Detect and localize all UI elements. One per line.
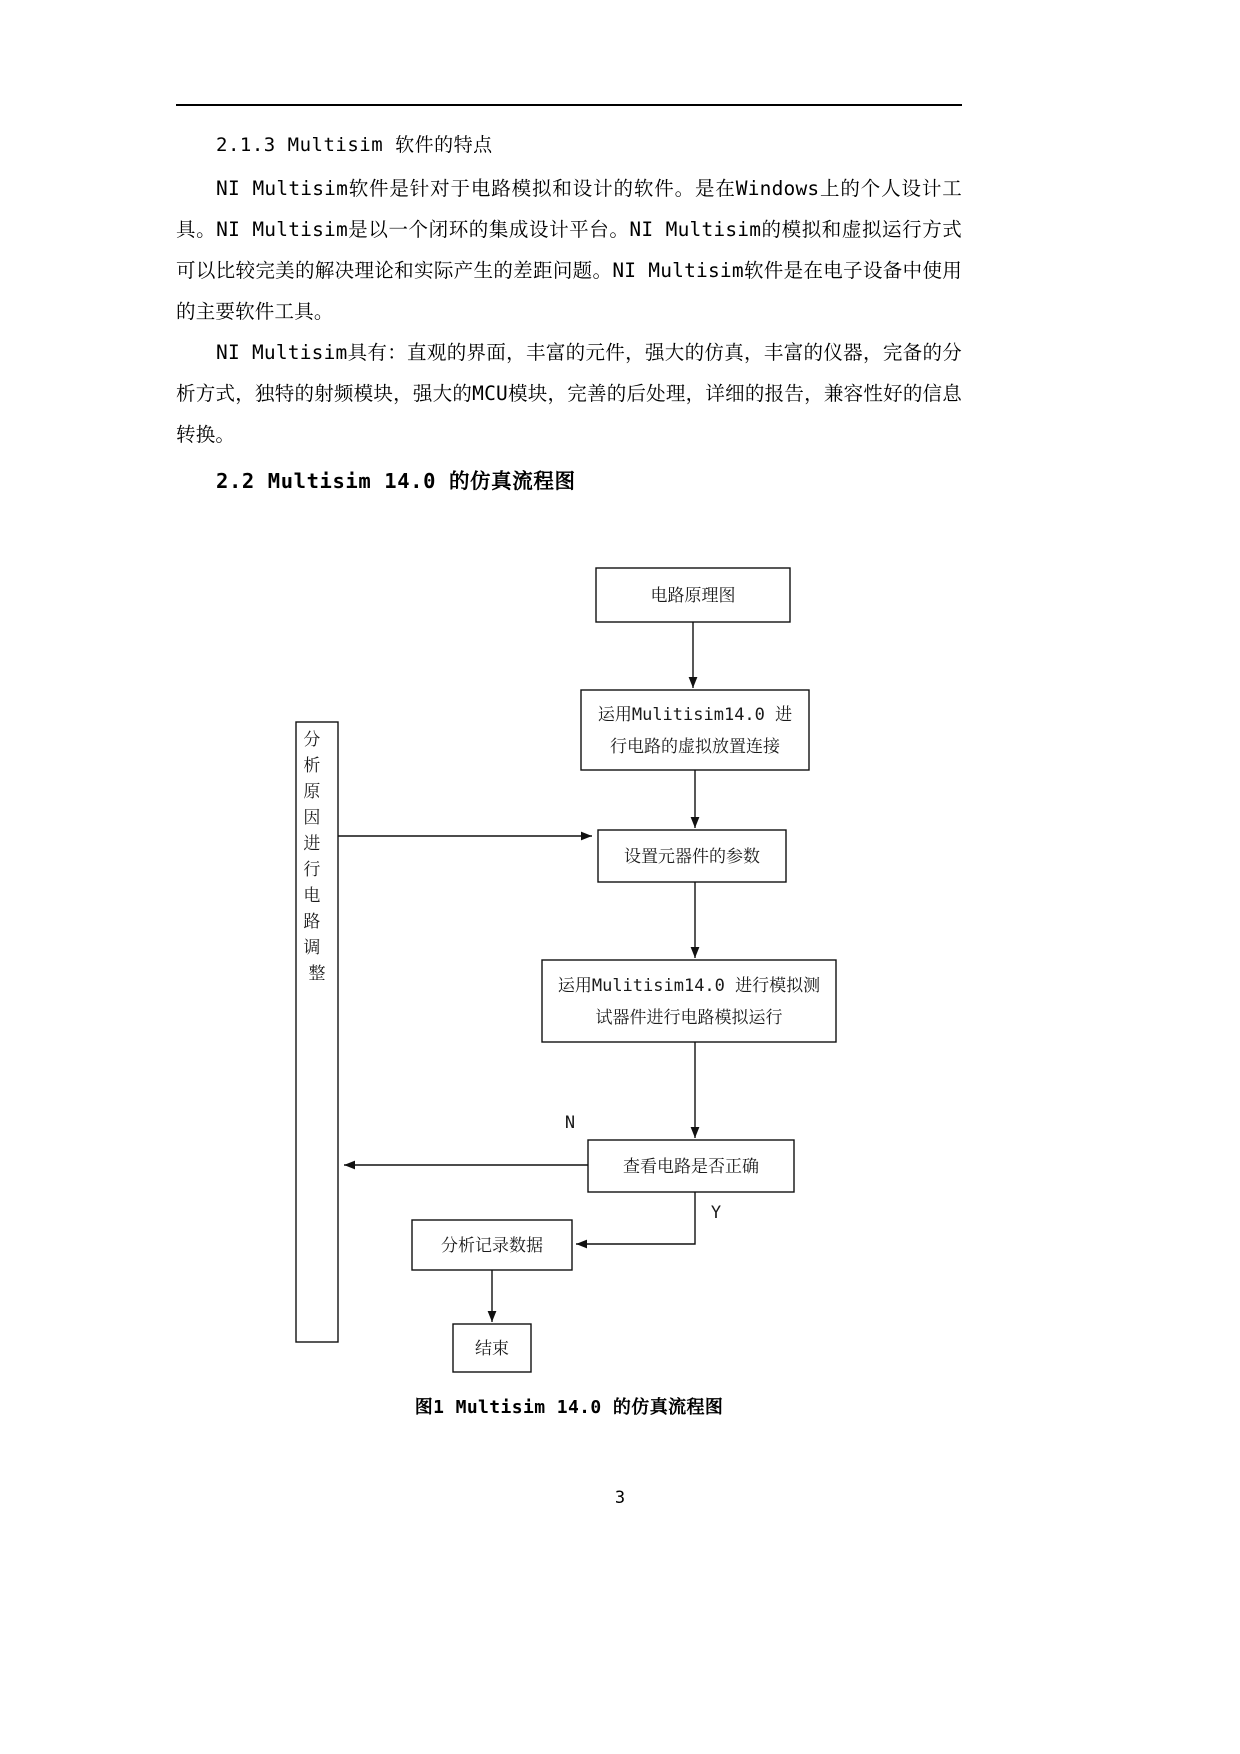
section-heading-213: 2.1.3 Multisim 软件的特点 (216, 134, 493, 156)
flow-node-virtual-placement-label-2: 行电路的虚拟放置连接 (610, 737, 780, 757)
flow-node-end-label: 结束 (475, 1339, 509, 1359)
flow-branch-label-no: N (564, 1113, 576, 1133)
header-divider (176, 104, 962, 106)
flow-node-simulation-run-label-2: 试器件进行电路模拟运行 (595, 1008, 783, 1028)
section-heading-22: 2.2 Multisim 14.0 的仿真流程图 (216, 469, 576, 493)
flowchart-figure (176, 540, 962, 1380)
flow-node-simulation-run (542, 960, 836, 1042)
flow-node-simulation-run-label-1: 运用Mulitisim14.0 进行模拟测 (557, 976, 821, 996)
flow-node-circuit-schematic-label: 电路原理图 (650, 586, 736, 606)
paragraph-2: NI Multisim具有：直观的界面，丰富的元件，强大的仿真，丰富的仪器，完备的分析方式，独特的射频模块，强大的MCU模块，完善的后处理，详细的报告，兼容性好的信息转换。 (176, 341, 962, 446)
figure-caption: 图1 Multisim 14.0 的仿真流程图 (414, 1397, 724, 1418)
flow-arrow-5-to-6-yes (576, 1192, 695, 1244)
document-body (176, 128, 962, 503)
flow-node-virtual-placement (581, 690, 809, 770)
flow-node-check-circuit-label: 查看电路是否正确 (623, 1157, 759, 1177)
flow-node-analyze-data-label: 分析记录数据 (441, 1236, 543, 1256)
paragraph-1: NI Multisim软件是针对于电路模拟和设计的软件。是在Windows上的个人设计工具。NI Multisim是以一个闭环的集成设计平台。NI Multisim的模拟和虚拟运行方式可以比较完美的解决理论和实际产生的差距问题。NI Multisim软件是在电子设备中使用的主要软件工具。 (176, 177, 962, 323)
page-number: 3 (614, 1488, 626, 1508)
flow-branch-label-yes: Y (710, 1203, 722, 1223)
flow-node-side-adjust-label: 分 析 原 因 进 行 电 路 调 整 (303, 730, 326, 984)
flow-node-virtual-placement-label-1: 运用Mulitisim14.0 进 (597, 705, 793, 725)
flow-node-set-parameters-label: 设置元器件的参数 (624, 847, 760, 867)
